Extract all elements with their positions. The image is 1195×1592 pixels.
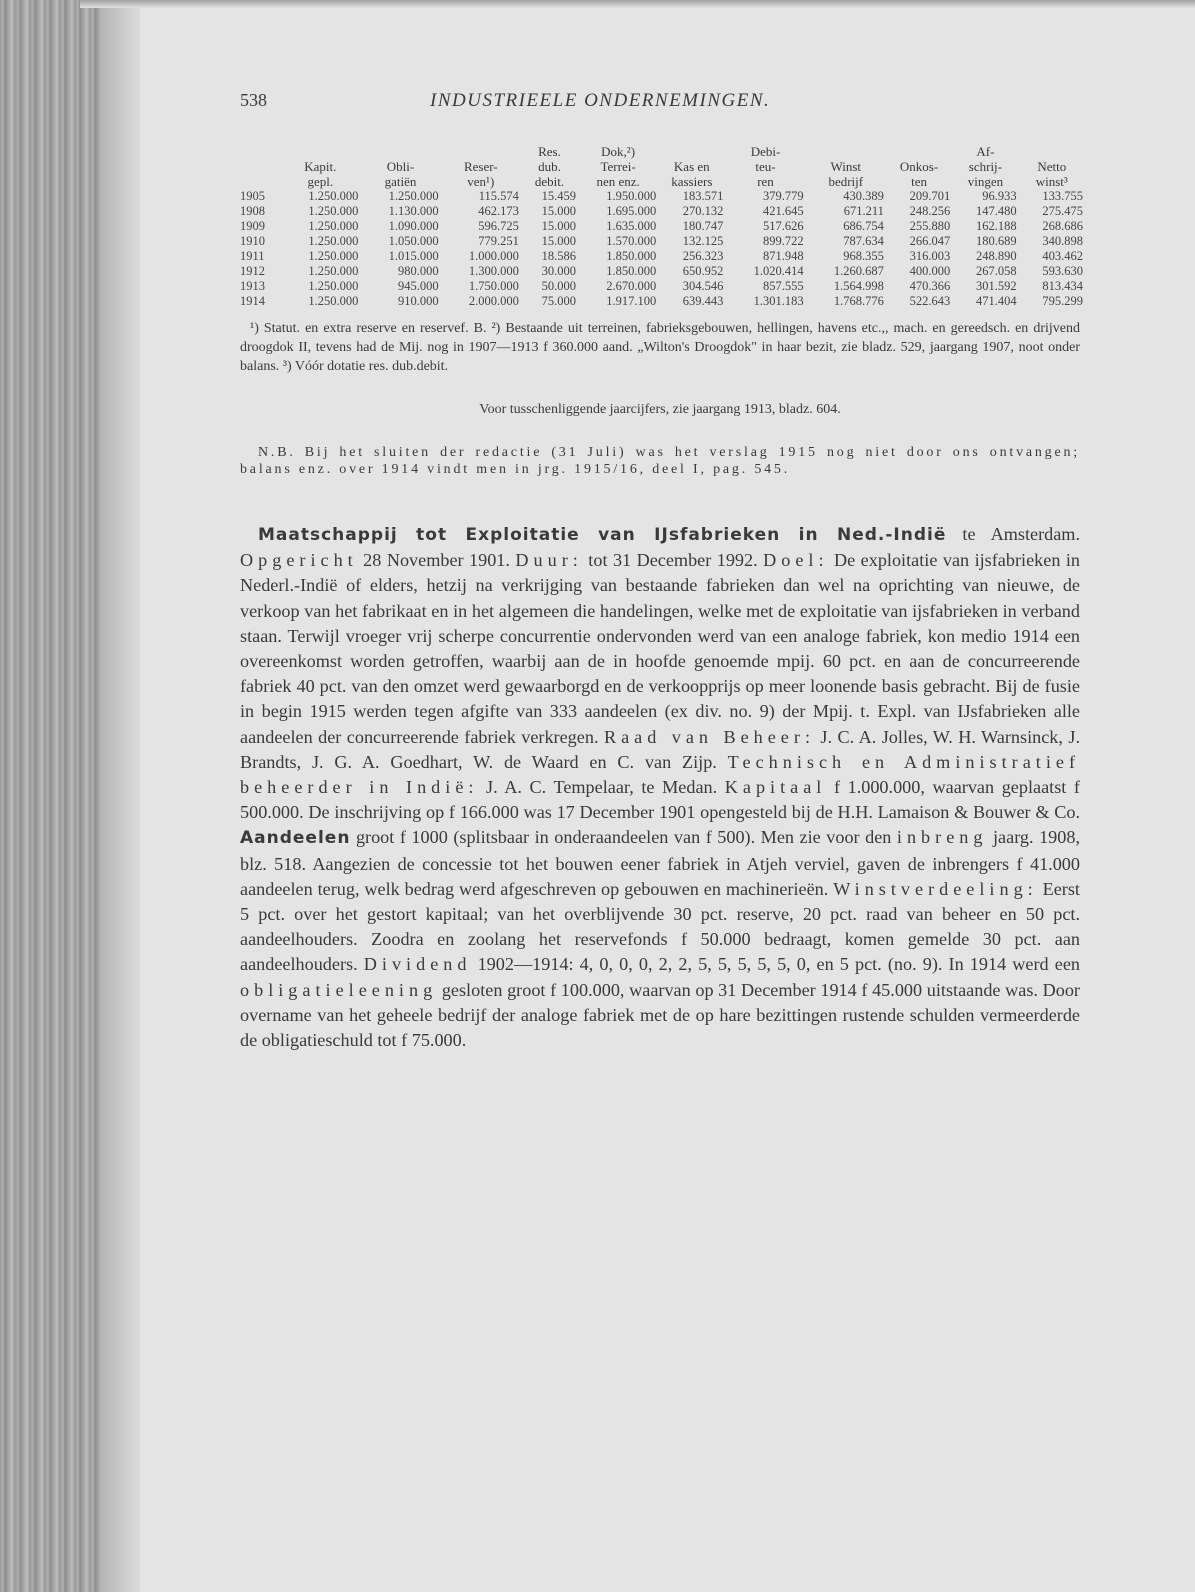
year-cell: 1909 xyxy=(240,219,265,233)
header-cell: Winst xyxy=(830,159,862,174)
inbreng-text: jaarg. 1908, blz. 518. Aangezien de concessie tot het bouwen eener fabriek in Atjeh verviel, gaven de inbrengers f 41.000 aandeelen terug, welk bedrag werd afgeschreven op gebouwen en machinerieën. xyxy=(240,827,1081,899)
page-number: 538 xyxy=(240,90,267,110)
raad-label: Raad van Beheer: xyxy=(603,726,815,747)
opgericht-value: 28 November 1901. xyxy=(357,550,516,571)
value-cell: 1.250.000 xyxy=(308,204,359,218)
value-cell: 593.630 xyxy=(1042,264,1083,278)
value-cell: 270.132 xyxy=(682,204,724,218)
year-cell: 1905 xyxy=(240,189,265,203)
header-cell: Terrei- xyxy=(600,159,636,174)
kapitaal-label: Kapitaal xyxy=(724,777,827,798)
value-cell: 267.058 xyxy=(975,264,1017,278)
header-cell: teu- xyxy=(755,159,776,174)
value-cell: 980.000 xyxy=(398,264,439,278)
value-cell: 180.747 xyxy=(682,219,724,233)
header-cell: winst³ xyxy=(1035,174,1068,189)
value-cell: 162.188 xyxy=(975,219,1017,233)
value-cell: 650.952 xyxy=(682,264,724,278)
header-cell: vingen xyxy=(967,174,1004,189)
dividend-text: 1902—1914: 4, 0, 0, 0, 2, 2, 5, 5, 5, 5, 5, 0, en 5 pct. (no. 9). In 1914 werd een xyxy=(471,954,1080,975)
value-cell: 304.546 xyxy=(682,279,724,293)
value-cell: 301.592 xyxy=(975,279,1017,293)
header-cell: schrij- xyxy=(968,159,1002,174)
value-cell: 1.015.000 xyxy=(388,249,439,263)
value-cell: 1.260.687 xyxy=(833,264,884,278)
winst-label: Winstverdeeling: xyxy=(833,878,1038,899)
header-cell: dub. xyxy=(538,159,561,174)
year-cell: 1912 xyxy=(240,264,265,278)
value-cell: 1.250.000 xyxy=(308,249,359,263)
value-cell: 596.725 xyxy=(478,219,519,233)
header-cell xyxy=(240,159,280,174)
value-cell: 50.000 xyxy=(541,279,576,293)
duur-value: tot 31 December 1992. xyxy=(582,550,764,571)
value-cell: 275.475 xyxy=(1042,204,1083,218)
financial-table xyxy=(240,144,1085,309)
value-cell: 1.750.000 xyxy=(468,279,519,293)
value-cell: 910.000 xyxy=(398,294,439,308)
value-cell: 18.586 xyxy=(541,249,576,263)
table-body xyxy=(240,189,1085,309)
value-cell: 268.686 xyxy=(1042,219,1083,233)
header-cell xyxy=(360,144,440,159)
value-cell: 316.003 xyxy=(909,249,951,263)
raad-text: J. C. A. Jolles, W. H. Warnsinck, J. Brandts, J. G. A. Goedhart, W. de Waard en C. van Zijp. xyxy=(240,726,1081,772)
gutter-shadow xyxy=(100,0,140,1592)
value-cell: 133.755 xyxy=(1042,189,1083,203)
header-cell xyxy=(886,144,952,159)
header-cell xyxy=(806,144,886,159)
table-row xyxy=(240,294,1085,309)
value-cell: 115.574 xyxy=(478,189,519,203)
value-cell: 1.635.000 xyxy=(606,219,657,233)
nb-note: N.B. Bij het sluiten der redactie (31 Juli) was het verslag 1915 nog niet door ons ontvangen; balans enz. over 1914 vindt men in jrg. 1915/16, deel I, pag. 545. xyxy=(240,445,1080,477)
page-header xyxy=(240,80,1080,120)
header-cell: kassiers xyxy=(671,174,713,189)
value-cell: 1.090.000 xyxy=(388,219,439,233)
value-cell: 1.850.000 xyxy=(606,264,657,278)
year-cell: 1908 xyxy=(240,204,265,218)
table-row xyxy=(240,189,1085,204)
header-cell: ven¹) xyxy=(467,174,495,189)
value-cell: 1.250.000 xyxy=(388,189,439,203)
dividend-label: Dividend xyxy=(363,954,472,975)
value-cell: 183.571 xyxy=(682,189,724,203)
value-cell: 871.948 xyxy=(763,249,804,263)
value-cell: 1.000.000 xyxy=(468,249,519,263)
value-cell: 671.211 xyxy=(843,204,884,218)
value-cell: 639.443 xyxy=(682,294,724,308)
value-cell: 403.462 xyxy=(1042,249,1083,263)
year-cell: 1914 xyxy=(240,294,265,308)
header-cell: nen enz. xyxy=(596,174,640,189)
value-cell: 899.722 xyxy=(763,234,804,248)
value-cell: 2.000.000 xyxy=(468,294,519,308)
table-row xyxy=(240,264,1085,279)
value-cell: 1.250.000 xyxy=(308,264,359,278)
value-cell: 255.880 xyxy=(909,219,951,233)
tech-text: J. A. C. Tempelaar, te Medan. xyxy=(478,777,725,798)
value-cell: 430.389 xyxy=(843,189,884,203)
value-cell: 209.701 xyxy=(909,189,951,203)
table-row xyxy=(240,249,1085,264)
opgericht-label: Opgericht xyxy=(240,550,358,571)
value-cell: 945.000 xyxy=(398,279,439,293)
value-cell: 248.256 xyxy=(909,204,951,218)
top-edge-shadow xyxy=(80,0,1195,8)
value-cell: 522.643 xyxy=(909,294,951,308)
table-header-row-1 xyxy=(240,144,1085,159)
doel-label: Doel: xyxy=(763,550,829,571)
value-cell: 1.917.100 xyxy=(606,294,657,308)
value-cell: 1.020.414 xyxy=(753,264,804,278)
value-cell: 779.251 xyxy=(478,234,519,248)
value-cell: 471.404 xyxy=(975,294,1017,308)
value-cell: 968.355 xyxy=(843,249,884,263)
value-cell: 75.000 xyxy=(541,294,576,308)
header-cell: ren xyxy=(757,174,774,189)
value-cell: 1.250.000 xyxy=(308,279,359,293)
year-cell: 1911 xyxy=(240,249,265,263)
value-cell: 266.047 xyxy=(909,234,951,248)
value-cell: 132.125 xyxy=(682,234,724,248)
header-cell xyxy=(1019,144,1085,159)
value-cell: 248.890 xyxy=(975,249,1017,263)
value-cell: 462.173 xyxy=(478,204,519,218)
value-cell: 470.366 xyxy=(909,279,951,293)
company-entry xyxy=(240,522,1080,1053)
header-cell: Res. xyxy=(538,144,561,159)
value-cell: 30.000 xyxy=(541,264,576,278)
doel-text: De exploitatie van ijsfabrieken in Nederl.-Indië of elders, hetzij na verkrijging van bestaande fabrieken dan wel na oprichting van nieuwe, de verkoop van het fabrikaat en in het algemeen die handelingen, welke met de exploitatie van ijsfabrieken in verband staan. Terwijl vroeger vrij scherpe concurrentie ondervonden werd van een analoge fabriek, kon medio 1914 een overeenkomst worden getroffen, waarbij aan de in hoofde genoemde mpij. 60 pct. en aan de concurreerende fabriek 40 pct. van den omzet werd gewaarborgd en de verkoopprijs op meer loonende basis gebracht. Bij de fusie in begin 1915 werden tegen afgifte van 333 aandeelen (ex div. no. 9) der Mpij. t. Expl. van IJsfabrieken alle aandeelen der concurreerende fabriek verkregen. xyxy=(240,550,1081,747)
value-cell: 379.779 xyxy=(763,189,804,203)
company-location: te Amsterdam. xyxy=(946,524,1080,544)
value-cell: 421.645 xyxy=(763,204,804,218)
running-head: INDUSTRIEELE ONDERNEMINGEN. xyxy=(430,90,771,111)
value-cell: 1.768.776 xyxy=(833,294,884,308)
value-cell: 857.555 xyxy=(763,279,804,293)
obligatie-label: obligatieleening xyxy=(240,979,438,1000)
header-cell: Debi- xyxy=(750,144,781,159)
value-cell: 1.250.000 xyxy=(308,189,359,203)
winst-text: Eerst 5 pct. over het gestort kapitaal; van het overblijvende 30 pct. reserve, 20 pct. raad van beheer en 50 pct. aandeelhouders. Zoodra en zoolang het reservefonds f 50.000 bedraagt, komen gemelde 30 pct. aan aandeelhouders. xyxy=(240,878,1080,975)
aandeelen-text: groot f 1000 (splitsbaar in onderaandeelen van f 500). Men zie voor den xyxy=(350,827,897,848)
value-cell: 1.695.000 xyxy=(606,204,657,218)
header-cell: Af- xyxy=(976,144,995,159)
kapitaal-text: f 1.000.000, waarvan geplaatst f 500.000. De inschrijving op f 166.000 was 17 December 1901 opengesteld bij de H.H. Lamaison & Bouwer & Co. xyxy=(240,777,1080,823)
company-name: Maatschappij tot Exploitatie van IJsfabrieken in Ned.-Indië xyxy=(258,525,947,545)
table-row xyxy=(240,204,1085,219)
value-cell: 2.670.000 xyxy=(606,279,657,293)
value-cell: 340.898 xyxy=(1042,234,1083,248)
header-cell: Reser- xyxy=(463,159,498,174)
header-cell: Dok,²) xyxy=(601,144,636,159)
header-cell xyxy=(441,144,521,159)
header-cell xyxy=(240,174,280,189)
value-cell: 686.754 xyxy=(843,219,884,233)
header-cell: Onkos- xyxy=(899,159,939,174)
header-cell: gatiën xyxy=(384,174,417,189)
value-cell: 1.300.000 xyxy=(468,264,519,278)
value-cell: 1.250.000 xyxy=(308,294,359,308)
value-cell: 1.130.000 xyxy=(388,204,439,218)
year-cell: 1913 xyxy=(240,279,265,293)
intermediate-years-note: Voor tusschenliggende jaarcijfers, zie jaargang 1913, bladz. 604. xyxy=(479,402,841,417)
header-cell: Netto xyxy=(1037,159,1067,174)
value-cell: 1.564.998 xyxy=(833,279,884,293)
table-header-row-2 xyxy=(240,159,1085,174)
header-cell xyxy=(658,144,725,159)
value-cell: 1.301.183 xyxy=(753,294,804,308)
header-cell: bedrijf xyxy=(828,174,864,189)
table-row xyxy=(240,234,1085,249)
book-page xyxy=(240,80,1083,1071)
table-row xyxy=(240,279,1085,294)
inbreng-label: inbreng xyxy=(896,827,988,848)
value-cell: 1.950.000 xyxy=(606,189,657,203)
header-cell: Kapit. xyxy=(304,159,337,174)
header-cell: Obli- xyxy=(386,159,415,174)
duur-label: Duur: xyxy=(515,550,583,571)
value-cell: 256.323 xyxy=(682,249,724,263)
value-cell: 15.000 xyxy=(541,219,576,233)
value-cell: 147.480 xyxy=(975,204,1017,218)
table-footnotes: ¹) Statut. en extra reserve en reservef. B. ²) Bestaande uit terreinen, fabrieksgebouwen, hellingen, havens etc.,, mach. en gereedsch. en drijvend droogdok II, tevens had de Mij. nog in 1907—1913 f 360.000 aand. „Wilton's Droogdok" in haar bezit, zie bladz. 529, jaargang 1907, noot onder balans. ³) Vóór dotatie res. dub.debit. xyxy=(240,321,1080,374)
obligatie-text: gesloten groot f 100.000, waarvan op 31 December 1914 f 45.000 uitstaande was. Door overname van het geheele bedrijf der analoge fabriek met de op hare bezittingen rustende schulden vermeerderde de obligatieschuld tot f 75.000. xyxy=(240,979,1080,1051)
value-cell: 1.570.000 xyxy=(606,234,657,248)
table-row xyxy=(240,219,1085,234)
header-cell xyxy=(280,144,360,159)
value-cell: 1.050.000 xyxy=(388,234,439,248)
value-cell: 180.689 xyxy=(975,234,1017,248)
header-cell xyxy=(240,144,280,159)
header-cell: Kas en xyxy=(673,159,710,174)
value-cell: 15.000 xyxy=(541,204,576,218)
value-cell: 1.250.000 xyxy=(308,219,359,233)
value-cell: 1.850.000 xyxy=(606,249,657,263)
value-cell: 787.634 xyxy=(843,234,884,248)
value-cell: 517.626 xyxy=(763,219,804,233)
value-cell: 96.933 xyxy=(982,189,1017,203)
aandeelen-label: Aandeelen xyxy=(240,828,351,849)
year-cell: 1910 xyxy=(240,234,265,248)
value-cell: 813.434 xyxy=(1042,279,1083,293)
header-cell: debit. xyxy=(534,174,565,189)
tech-label: Technisch en Administratief beheerder in Indië: xyxy=(240,751,1081,798)
value-cell: 15.459 xyxy=(541,189,576,203)
table-header-row-3 xyxy=(240,174,1085,189)
header-cell: ten xyxy=(911,174,928,189)
value-cell: 795.299 xyxy=(1042,294,1083,308)
value-cell: 400.000 xyxy=(909,264,951,278)
header-cell: gepl. xyxy=(307,174,334,189)
value-cell: 15.000 xyxy=(541,234,576,248)
value-cell: 1.250.000 xyxy=(308,234,359,248)
